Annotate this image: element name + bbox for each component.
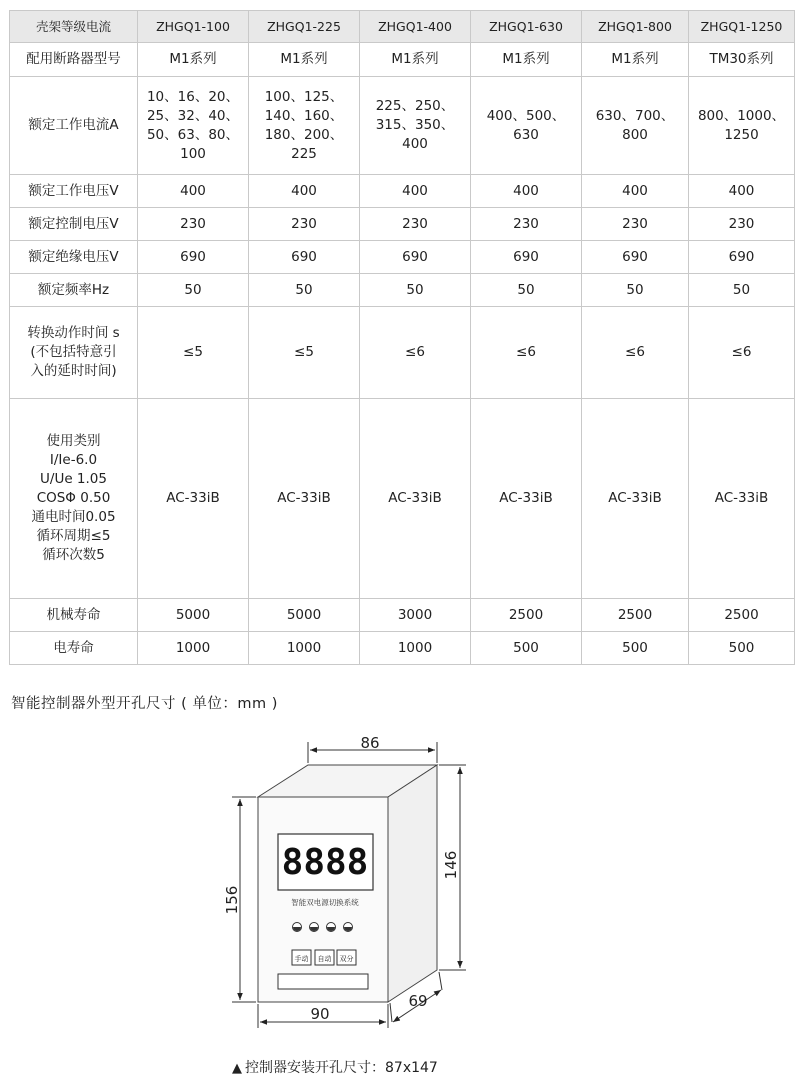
row-label-line: 转换动作时间 s [27,325,120,341]
table-row [10,77,795,175]
value-line: 230 [291,215,317,232]
row-label-cell [10,241,138,274]
value-line: 100 [180,145,206,162]
value-line: AC-33iB [714,490,769,506]
value-cell [138,77,249,175]
value-cell [138,43,249,77]
value-line: 400 [291,182,317,199]
row-label-line: 额定频率Hz [37,281,110,298]
value-cell [360,241,471,274]
value-cell [689,307,795,399]
value-cell [360,77,471,175]
row-label-line: I/Ie-6.0 [49,452,98,468]
row-label-line: 通电时间0.05 [31,509,116,525]
header-model-cell: ZHGQ1-100 [138,11,249,43]
row-label-cell [10,274,138,307]
row-label-cell [10,599,138,632]
row-label-line: 电寿命 [53,639,94,656]
row-label-cell [10,307,138,399]
value-line: 690 [402,248,428,265]
row-label-line: COSΦ 0.50 [36,490,111,506]
value-line: 690 [622,248,648,265]
value-line: 630、700、 [595,107,675,124]
table-row [10,175,795,208]
value-line: 50 [626,281,644,298]
value-cell [471,208,582,241]
value-line: 230 [513,215,539,232]
value-cell [471,77,582,175]
value-line: 1000 [175,639,211,656]
table-row [10,632,795,665]
value-line: 50 [406,281,424,298]
header-model-cell: ZHGQ1-225 [249,11,360,43]
value-cell [360,208,471,241]
value-cell [249,307,360,399]
value-cell [138,241,249,274]
value-line: 180、200、 [264,126,344,143]
dim-height-right: 146 [442,850,460,880]
table-row [10,274,795,307]
value-cell [249,274,360,307]
value-line: 230 [402,215,428,232]
table-row [10,599,795,632]
value-cell [249,632,360,665]
table-row [10,208,795,241]
value-line: ≤6 [516,344,536,360]
value-cell [249,77,360,175]
value-cell [689,274,795,307]
value-cell [138,632,249,665]
value-cell [360,599,471,632]
value-line: 230 [728,215,755,232]
device-name: 智能双电源切换系统 [291,898,359,907]
row-label-cell [10,208,138,241]
row-label-cell [10,77,138,175]
value-line: 500 [728,639,755,656]
value-cell [138,307,249,399]
header-row [10,11,795,43]
button-auto: 自动 [317,955,332,963]
row-label-line: 机械寿命 [46,606,101,623]
value-cell [689,208,795,241]
value-cell [471,307,582,399]
value-cell [471,274,582,307]
value-line: 690 [180,248,206,265]
value-line: 50 [295,281,313,298]
value-line: 50 [184,281,202,298]
value-cell [582,175,689,208]
value-line: 5000 [286,606,322,623]
dim-width-bottom: 90 [310,1005,330,1023]
value-cell [138,175,249,208]
value-line: 2500 [724,606,759,623]
value-line: TM30系列 [709,51,774,67]
value-line: 10、16、20、 [146,88,240,105]
value-cell [689,241,795,274]
value-line: ≤6 [625,344,645,360]
value-line: 225、250、 [375,98,455,114]
row-label-line: (不包括特意引 [30,344,117,360]
value-line: ≤5 [294,344,314,360]
value-cell [360,175,471,208]
header-model-cell: ZHGQ1-630 [471,11,582,43]
spec-table [9,10,795,665]
value-line: 400、500、 [486,107,566,124]
row-label-line: 配用断路器型号 [26,51,121,67]
value-line: 400 [402,136,428,152]
value-line: 500 [513,639,539,656]
row-label-line: 额定工作电流A [28,117,119,133]
value-cell [138,208,249,241]
value-line: 630 [513,126,539,143]
row-label-line: 入的延时时间) [30,363,117,379]
value-cell [689,43,795,77]
value-line: AC-33iB [608,490,662,506]
value-line: 400 [728,182,755,199]
value-cell [360,399,471,599]
value-cell [138,274,249,307]
value-cell [582,208,689,241]
value-line: ≤6 [731,344,752,360]
row-label-cell [10,632,138,665]
value-line: 400 [622,182,648,199]
value-cell [360,632,471,665]
value-line: M1系列 [280,51,328,67]
bottom-slot [278,974,368,989]
table-row [10,241,795,274]
value-cell [249,599,360,632]
value-line: 1250 [724,126,759,143]
row-label-line: U/Ue 1.05 [40,471,107,487]
dim-width-top: 86 [360,734,380,752]
value-line: 400 [402,182,428,199]
value-cell [249,241,360,274]
value-cell [360,307,471,399]
value-line: 2500 [508,606,544,623]
row-label-line: 循环次数5 [42,547,105,563]
dim-depth: 69 [408,992,428,1010]
value-line: 50、63、80、 [146,126,240,143]
header-model-cell: ZHGQ1-1250 [689,11,795,43]
value-line: 1000 [397,639,433,656]
value-cell [471,241,582,274]
value-line: 5000 [175,606,211,623]
value-line: M1系列 [611,51,659,67]
row-label-cell [10,399,138,599]
value-cell [582,241,689,274]
value-line: 800、1000、 [697,107,786,124]
value-line: AC-33iB [166,490,220,506]
value-cell [471,175,582,208]
value-cell [689,599,795,632]
value-cell [582,599,689,632]
caption [232,1057,438,1077]
value-cell [582,399,689,599]
value-line: 230 [180,215,206,232]
value-cell [471,43,582,77]
table-row [10,43,795,77]
value-cell [249,399,360,599]
header-model-cell: ZHGQ1-400 [360,11,471,43]
row-label-line: 循环周期≤5 [36,528,111,544]
value-line: 690 [728,248,755,265]
button-double-off: 双分 [339,955,354,963]
value-cell [471,632,582,665]
value-line: 400 [513,182,539,199]
value-line: 1000 [286,639,322,656]
value-line: 800 [622,126,648,143]
value-line: 230 [622,215,648,232]
header-model-cell: ZHGQ1-800 [582,11,689,43]
value-cell [689,175,795,208]
value-line: M1系列 [169,51,217,67]
value-line: ≤6 [405,344,425,360]
caption-text: 控制器安装开孔尺寸：87x147 [245,1060,438,1076]
value-line: 2500 [617,606,653,623]
value-cell [249,208,360,241]
value-line: AC-33iB [277,490,331,506]
value-line: AC-33iB [388,490,442,506]
value-cell [582,307,689,399]
value-line: 100、125、 [264,88,344,105]
row-label-line: 使用类别 [46,433,101,449]
value-cell [360,43,471,77]
button-manual: 手动 [294,955,309,963]
value-line: 3000 [397,606,433,623]
value-cell [582,632,689,665]
table-row [10,399,795,599]
controller-drawing [220,730,480,1050]
value-cell [689,77,795,175]
section-title: 智能控制器外型开孔尺寸 ( 单位：mm ) [11,696,278,712]
value-line: 400 [180,182,206,199]
value-cell [689,399,795,599]
value-line: 25、32、40、 [146,107,240,124]
value-cell [138,399,249,599]
display-digits: 8888 [281,842,369,883]
value-cell [582,43,689,77]
value-line: 500 [622,639,648,656]
value-line: 690 [291,248,317,265]
value-cell [249,43,360,77]
table-row [10,307,795,399]
value-cell [138,599,249,632]
value-line: M1系列 [391,51,439,67]
value-line: M1系列 [502,51,550,67]
value-line: 140、160、 [264,107,344,124]
triangle-marker-icon: ▲ [232,1061,242,1076]
row-label-cell [10,43,138,77]
value-cell [582,77,689,175]
value-cell [471,399,582,599]
value-line: 315、350、 [375,117,455,133]
value-line: 690 [513,248,539,265]
dim-height-left: 156 [223,885,241,915]
value-line: ≤5 [183,344,203,360]
value-line: 50 [732,281,751,298]
row-label-cell [10,175,138,208]
value-cell [582,274,689,307]
row-label-line: 额定控制电压V [28,215,119,232]
row-label-line: 额定绝缘电压V [28,248,119,265]
header-label-cell: 壳架等级电流 [10,11,138,43]
value-line: AC-33iB [499,490,553,506]
value-cell [689,632,795,665]
value-line: 225 [291,145,317,162]
value-cell [471,599,582,632]
value-line: 50 [517,281,535,298]
value-cell [249,175,360,208]
row-label-line: 额定工作电压V [28,182,119,199]
value-cell [360,274,471,307]
